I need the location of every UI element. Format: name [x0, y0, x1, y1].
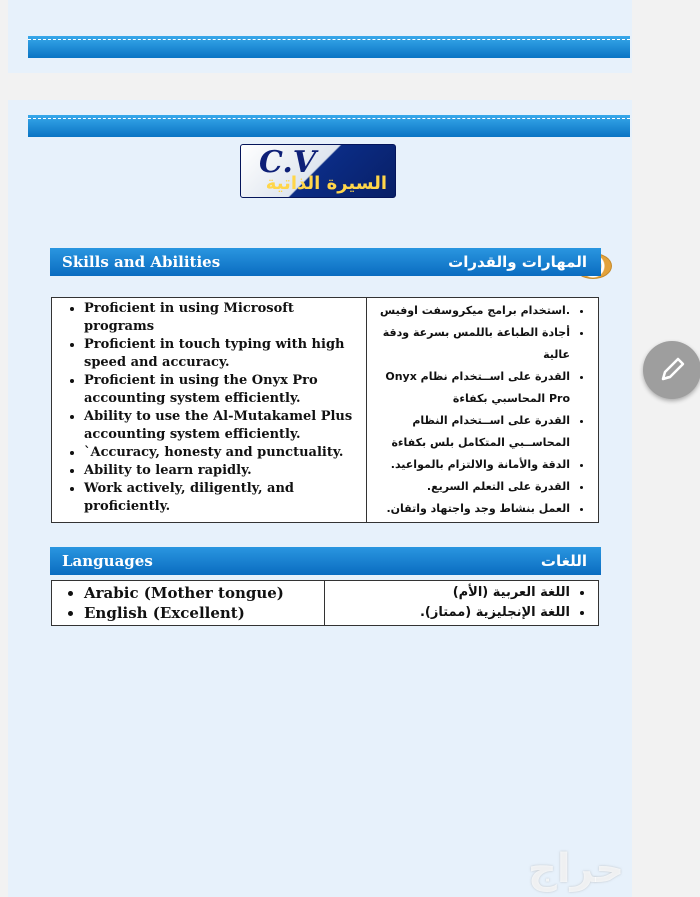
pencil-icon	[657, 355, 687, 385]
languages-en-list	[56, 583, 320, 623]
skills-en-cell	[52, 298, 367, 523]
list-item: • Ability to use the Al-Mutakamel Plus accounting system efficiently.	[84, 408, 362, 444]
list-item: • العمل بنشاط وجد واجتهاد واتقان.	[371, 498, 570, 520]
list-item: • Ability to learn rapidly.	[84, 462, 362, 480]
edit-button[interactable]	[643, 341, 700, 399]
cv-title: C.V	[259, 145, 317, 180]
list-item: • Work actively, diligently, and proficiently.	[84, 480, 362, 516]
skills-ar-list	[371, 300, 594, 520]
skills-ar-cell	[367, 298, 599, 523]
list-item: • أجادة الطباعة باللمس بسرعة ودقة عالية	[371, 322, 570, 366]
list-item: • `Accuracy, honesty and punctuality.	[84, 444, 362, 462]
languages-heading-ar: اللغات	[540, 552, 587, 570]
list-item: • Arabic (Mother tongue)	[84, 583, 320, 603]
skills-en-list	[56, 300, 362, 444]
list-item: • Proficient in touch typing with high speed and accuracy.	[84, 336, 362, 372]
header-band	[28, 115, 630, 137]
list-item: • English (Excellent)	[84, 603, 320, 623]
languages-en-cell	[52, 581, 325, 626]
cv-subtitle: السيرة الذاتية	[265, 173, 387, 194]
list-item: • Proficient in using the Onyx Pro accounting system efficiently.	[84, 372, 362, 408]
list-item: • اللغة الإنجليزية (ممتاز).	[329, 603, 570, 623]
skills-table	[51, 297, 599, 523]
languages-heading-en: Languages	[62, 552, 153, 570]
page-top-fragment	[8, 0, 632, 73]
cv-badge	[240, 144, 396, 198]
list-item: • Proficient in using Microsoft programs	[84, 300, 362, 336]
list-item: • القدرة على اســتخدام نظام Onyx Pro المحاسبي بكفاءة	[371, 366, 570, 410]
list-item: • القدرة على اســتخدام النظام المحاســبي المتكامل بلس بكفاءة	[371, 410, 570, 454]
skills-heading-bar	[50, 248, 601, 276]
languages-table	[51, 580, 599, 626]
list-item: • الدقة والأمانة والالتزام بالمواعيد.	[371, 454, 570, 476]
list-item: • .استخدام برامج ميكروسفت اوفيس	[371, 300, 570, 322]
list-item: • القدرة على التعلم السريع.	[371, 476, 570, 498]
list-item: • اللغة العربية (الأم)	[329, 583, 570, 603]
languages-heading-bar	[50, 547, 601, 575]
watermark-logo: حراج	[528, 846, 625, 892]
languages-ar-list	[329, 583, 594, 623]
cv-page	[8, 100, 632, 897]
skills-heading-ar: المهارات والقدرات	[448, 253, 587, 271]
header-band	[28, 36, 630, 58]
languages-ar-cell	[325, 581, 599, 626]
skills-en-list-2	[56, 444, 362, 516]
skills-heading-en: Skills and Abilities	[62, 253, 221, 271]
